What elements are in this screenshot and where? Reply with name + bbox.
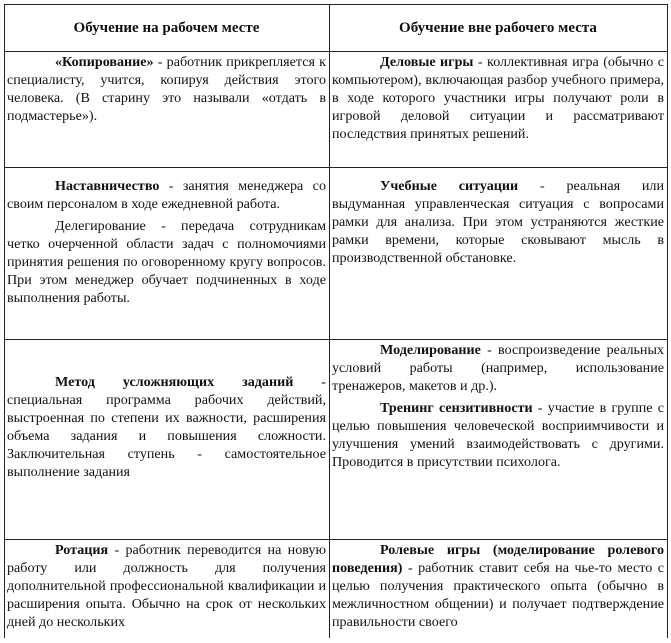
method-description: - специальная программа рабочих действий, выстроенная по степени их важности, расширения объема задания и повышения сложности. Заключительная ступень - самостоятельное выполнение задания [7,374,327,480]
method-paragraph [7,177,326,213]
method-description: - реальная или выдуманная управленческая ситуация с вопросами рамки для анализа. При этом устраняются жесткие рамки времени, которые сковывают мысль в производственной обстановке. [332,178,664,266]
method-paragraph [7,541,326,631]
cell-off-job [330,540,668,638]
method-paragraph [7,53,326,125]
cell-on-job [5,340,330,539]
method-term: Метод усложняющих заданий [55,374,294,390]
method-term: Учебные ситуации [380,178,519,194]
method-paragraph [7,217,326,307]
method-term: Наставничество [55,178,160,194]
cell-on-job [5,540,330,638]
method-description: - работник ставит себя на чье-то место с целью получения практического опыта (обычно в межличностном общении) и получает подтверждение правильности своего [332,560,664,630]
method-description: - участие в группе с целью повышения человеческой восприимчивости и улучшения умений взаимодействовать с другими. Проводится в присутствии психолога. [332,400,664,470]
method-term: Моделирование [380,342,481,358]
method-term: Деловые игры [380,54,474,70]
table-row [5,168,668,340]
table-header-row [5,5,668,52]
table-row [5,340,668,540]
table-row [5,52,668,168]
method-paragraph [7,373,326,481]
method-term: Ролевые игры (моделирование ролевого поведения) [332,542,664,576]
method-term: Ротация [55,542,109,558]
cell-off-job [330,52,668,167]
table-row [5,540,668,638]
method-paragraph [332,341,664,395]
method-description: - коллективная игра (обычно с компьютером), включающая разбор учебного примера, в ходе которого участники игры получают роли в игровой деловой ситуации и рассматривают последствия принятых решений. [332,54,664,142]
method-paragraph [332,399,664,471]
cell-off-job [330,340,668,539]
header-off-job: Обучение вне рабочего места [330,5,668,51]
method-description: - воспроизведение реальных условий работы (например, использование тренажеров, макетов и др.). [332,342,664,394]
method-description: - занятия менеджера со своим персоналом в ходе ежедневной работа. [7,178,326,212]
method-description: - работник переводится на новую работу или должность для получения дополнительной профессиональной квалификации и расширения опыта. Обычно на срок от нескольких дней до нескольких [7,542,326,630]
cell-on-job [5,52,330,167]
cell-on-job [5,168,330,339]
header-on-job: Обучение на рабочем месте [5,5,330,51]
method-term: «Копирование» [55,54,154,70]
method-paragraph [332,53,664,143]
method-paragraph [332,177,664,267]
cell-off-job [330,168,668,339]
method-paragraph [332,541,664,631]
method-description: Делегирование - передача сотрудникам четко очерченной области задач с полномочиями принятия решения по оговоренному кругу вопросов. При этом менеджер обучает подчиненных в ходе выполнения работы. [7,218,326,306]
methods-table [4,4,668,638]
method-description: - работник прикрепляется к специалисту, учится, копируя действия этого человека. (В старину это называли «отдать в подмастерье»). [7,54,326,124]
method-term: Тренинг сензитивности [380,400,533,416]
